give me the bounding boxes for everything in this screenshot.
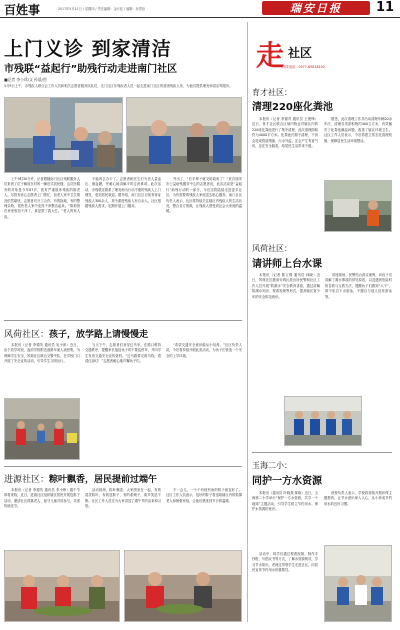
yucai-title: 清理220座化粪池 <box>252 102 333 113</box>
community-logo <box>252 34 392 74</box>
yuhai-title: 同护一方水资源 <box>252 476 322 487</box>
yuhai-body-a: 本报讯（通讯员 叶晓燕 陈晓）近日，玉海第二小学举行“保护一方水资源，共享一个地球”主题活动，引导学生树立节约用水、保护水资源的意识。 <box>252 491 318 512</box>
lead-intro: 5月9日上午，市残疾人联合会工作人员和相关志愿者服务队队员，走门社区东残疾者人员一起走进南门社区的爱困残疾人家，为他们提供理发和清洁等服务。 <box>4 84 233 88</box>
fenghe-kicker: 风荷社区： <box>4 330 50 340</box>
fengming-kicker: 风荷社区： <box>252 244 292 253</box>
column-divider <box>247 22 248 622</box>
header-rule <box>0 17 400 18</box>
jinyuan-title: 粽叶飘香，居民提前过端午 <box>49 475 158 485</box>
jinyuan-body-c: 不一会儿，一个个有棱有角的粽子就包好了。社区工作人员表示，包好的粽子将送给辖区内的孤寡老人和困难家庭，让他们感受到节日的温暖。 <box>166 488 242 503</box>
lead-title: 上门义诊 到家清洁 <box>4 38 172 60</box>
jinyuan-top-rule <box>4 466 242 467</box>
section-name: 百姓事 <box>4 3 41 17</box>
lead-body-col1: 上午9时30分许，记者跟随南门社区残联服务人员来到了位于解放东村的一幢旧式居民楼，这次所服务的对象是今年87岁，患有严重肢体残疾的陈老人。尽管有爱心志愿者上门帮忙，但老人家中卫生情况依然堪忧，志愿者们分工合作，有的拖地，有的整理杂物，很快老人家中变得干净整洁起来。“陈菊萱在家里收拾干净了，真是帮了我大忙。”老人的家人说。 <box>4 177 80 219</box>
lead-photo-2 <box>126 97 242 173</box>
jinyuan-body-b: 活动现场，粽叶飘香，大家围坐在一起，有的清洗粽叶，有的包粽子，有的系绳子，欢声笑语不断。社区工作人员还为大家讲述了端午节的由来和习俗。 <box>85 488 161 509</box>
logo-char: 走 <box>256 39 285 72</box>
jinyuan-photo-1 <box>4 550 120 622</box>
fengming-body-a: 本报讯（记者 陈立锦 通讯员 林晓）近日，风荷社区邀请安城区派出所民警和社区工作人员开展“防溺水”安全教育讲座，通过讲解防溺水知识、观看视频等形式，提高辖区青少年的安全防范意识。 <box>252 273 320 299</box>
yucai-photo <box>324 180 392 232</box>
yuhai-photo <box>324 545 392 622</box>
yuhai-top-rule <box>252 452 392 453</box>
page-number: 11 <box>376 0 395 15</box>
fenghe-body-b: 当天下午，志愿者们身穿红马甲，在路口维持交通秩序，提醒家长接送孩子时不要乱停车，并向学生发放交通安全宣传资料。“过马路要走斑马线，看清红绿灯！”志愿者耐心地叮嘱孩子们。 <box>85 343 161 364</box>
brand-logo <box>262 1 370 15</box>
fenghe-body-a: 本报讯（记者 李德茂 通讯员 吴小萍）近日，由于放学时段，盘前学校附近道路车流人流密集，为保障学生安全，风荷社区联合交警中队，在学校门口开展了安全宣传活动，引导学生文明出行。 <box>4 343 80 364</box>
fenghe-heading <box>4 327 148 340</box>
fengming-title: 请讲师上台水课 <box>252 259 322 270</box>
fenghe-title: 孩子，放学路上请慢慢走 <box>49 330 149 340</box>
yucai-body-b: 据悉，此次清理工作共出动清理车辆20余车次，清理各类淤积物约400立方米，有效解决了化粪池满溢问题，改善了辖区环境卫生。社区工作人员表示，今后将建立常态化清理机制，保障居民生活环境整洁。 <box>324 117 392 143</box>
fengming-photo <box>284 396 362 446</box>
jinyuan-photo-2 <box>124 550 242 622</box>
fengming-body-b: 讲座现场，民警结合真实案例，向孩子们讲解了溺水事故的常见原因，以及遇到危险时的自救与互救方法，提醒孩子们做到“六不”，即不私自下水游泳，不擅自与他人结伴游泳等。 <box>325 273 392 299</box>
yuhai-body-b: 活动中，同学们通过观看视频、制作手抄报、写倡议书等方式，了解水资源现状，学习节水知识。老师还带领学生走进社区，向居民宣传节约用水的重要性。 <box>252 552 318 573</box>
header-meta: 2017年5月11日 / 星期四 / 责任编辑：金行虹 / 编辑：孙思怡 <box>58 7 146 11</box>
lead-subtitle: 市残联“益起行”助残行动走进南门社区 <box>4 64 178 75</box>
yucai-kicker: 育才社区： <box>252 88 292 97</box>
brand-text: 瑞安日报 <box>290 2 342 15</box>
masthead <box>0 0 400 18</box>
lead-body-col3: 外出了，“后半辈子就交给政府了！”来自瑞安市公益助残服务中心的志愿者说，此次活动是“益起行”助残行动的一部分，今后还将陆续走进更多社区，为有需要的残疾人家庭送去贴心服务。南门社区负责人表示，社区将持续关注辖区内残疾人的生活状况，整合各方资源，让残疾人感受到社会大家庭的温暖。 <box>166 177 242 214</box>
logo-label: 社区 <box>288 46 313 60</box>
logo-phone: 热线电话：0577-65818192 <box>282 65 325 69</box>
lead-byline: ■记者 李小珍/文 孙晨/图 <box>4 77 47 82</box>
lead-photo-1 <box>4 97 123 173</box>
lead-body-col2: 不能再去办卡了。志愿者和医生们为老人量血压、测血糖，并耐心地讲解平时注意事项。此次活动，市残联还联系了理发师为行动不便的残疾人上门理发，受到居民欢迎。据介绍，南门社区目前有持证残疾人300余人，其中重度残疾人有百余人。社区根据残疾人需求，定期开展上门服务。 <box>85 177 161 209</box>
jinyuan-body-a: 本报讯（记者 李德茂 通讯员 李小珍）端午节即将来临，近日，进源社区组织辖区居民开展包粽子活动，邀请社区孤寡老人、留守儿童共同参与，共度传统佳节。 <box>4 488 80 509</box>
yuhai-body-c: 该校负责人表示，学校将持续开展环保主题教育，让节水意识深入人心，从小养成节约用水的良好习惯。 <box>324 491 392 506</box>
fenghe-photo <box>4 398 80 460</box>
jinyuan-kicker: 进源社区： <box>4 475 50 485</box>
yuhai-kicker: 玉海二小： <box>252 461 292 470</box>
fenghe-top-rule <box>4 320 242 321</box>
jinyuan-heading <box>4 472 157 485</box>
yucai-body-a: 本报讯（记者 李德茂 通讯员 王俊锋）近日，育才社区联合区域内物业对辖区内的220座化粪池进行了集中清理，此次清理面积约为4000平方米。化粪池长期不清理，不但会造成管道堵塞、污水外溢，还会产生有害气体，存在安全隐患，给居民生活带来不便。 <box>252 117 318 149</box>
fenghe-body-c: “希望交通安全意识能从小培养。”社区负责人说，今后将持续开展此类活动，为孩子们营造一个安全的上学环境。 <box>166 343 242 358</box>
